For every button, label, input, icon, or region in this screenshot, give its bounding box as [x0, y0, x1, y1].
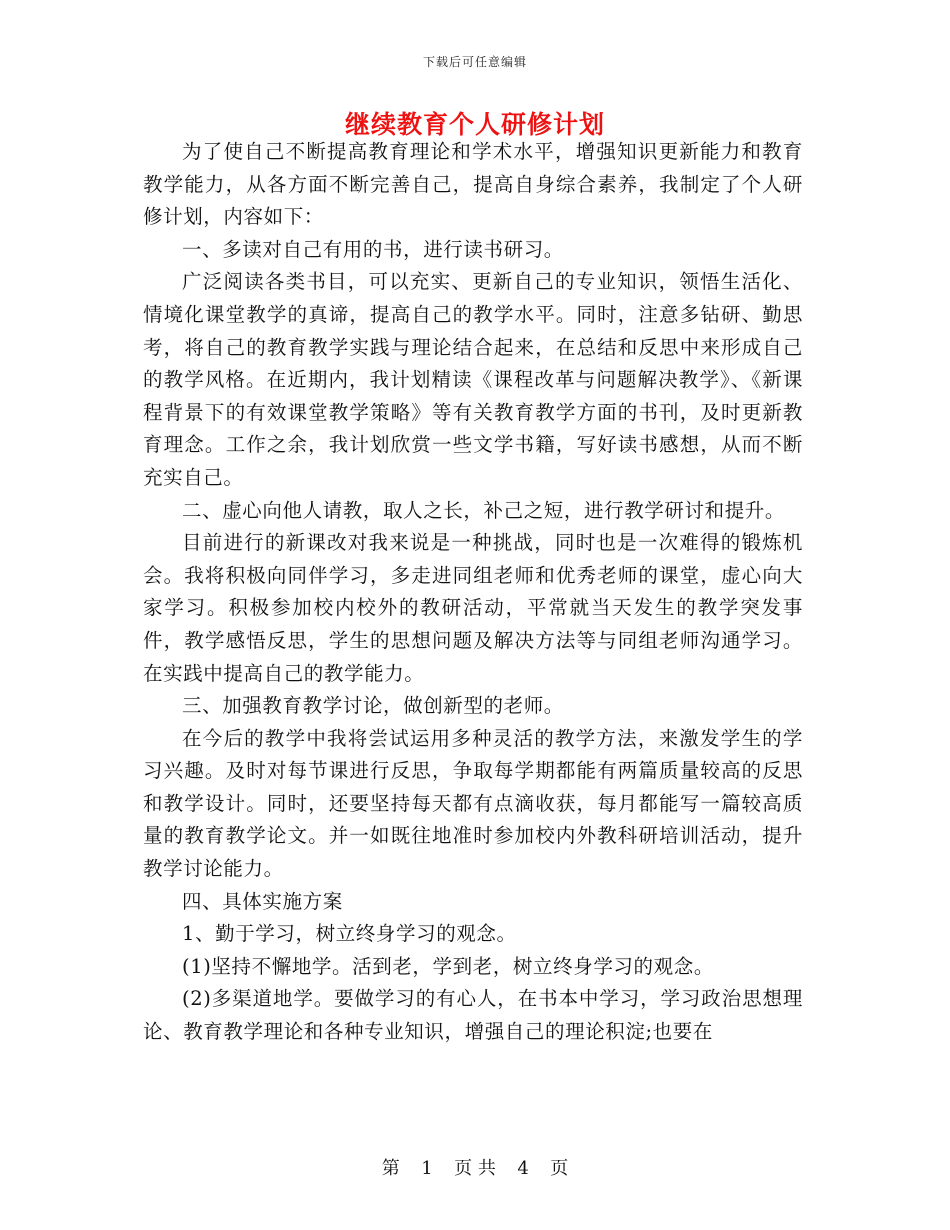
list-item-1-1: (1)坚持不懈地学。活到老，学到老，树立终身学习的观念。 [182, 954, 714, 978]
total-pages-number: 4 [517, 1158, 529, 1179]
page-label-prefix: 第 [381, 1158, 400, 1179]
document-title: 继续教育个人研修计划 [344, 110, 605, 139]
document-body [143, 136, 803, 1049]
paragraph-peer-learning: 目前进行的新课改对我来说是一种挑战，同时也是一次难得的锻炼机会。我将积极向同伴学习，多走进同组老师和优秀老师的课堂，虚心向大家学习。积极参加校内校外的教研活动，平常就当天发生的教学突发事件，教学感悟反思，学生的思想问题及解决方法等与同组老师沟通学习。在实践中提高自己的教学能力。 [143, 531, 803, 685]
section-heading-3: 三、加强教育教学讨论，做创新型的老师。 [182, 694, 564, 718]
page-label-suffix: 页 [550, 1158, 569, 1179]
paragraph-reading: 广泛阅读各类书目，可以充实、更新自己的专业知识，领悟生活化、情境化课堂教学的真谛，提高自己的教学水平。同时，注意多钻研、勤思考，将自己的教育教学实践与理论结合起来，在总结和反思中来形成自己的教学风格。在近期内，我计划精读《课程改革与问题解决教学》、《新课程背景下的有效课堂教学策略》等有关教育教学方面的书刊，及时更新教育理念。工作之余，我计划欣赏一些文学书籍，写好读书感想，从而不断充实自己。 [143, 270, 803, 489]
section-heading-4: 四、具体实施方案 [182, 889, 343, 913]
paragraph-intro: 为了使自己不断提高教育理论和学术水平，增强知识更新能力和教育教学能力，从各方面不断完善自己，提高自身综合素养，我制定了个人研修计划，内容如下： [143, 140, 803, 229]
page-number-footer [0, 1154, 950, 1180]
list-item-1-2: (2)多渠道地学。要做学习的有心人，在书本中学习，学习政治思想理论、教育教学理论和各种专业知识，增强自己的理论积淀;也要在 [143, 987, 803, 1044]
section-heading-1: 一、多读对自己有用的书，进行读书研习。 [182, 237, 564, 261]
header-note: 下载后可任意编辑 [422, 55, 527, 69]
current-page-number: 1 [421, 1158, 433, 1179]
page-label-mid: 页 共 [454, 1158, 496, 1179]
list-item-1: 1、勤于学习，树立终身学习的观念。 [182, 922, 517, 946]
paragraph-teaching-research: 在今后的教学中我将尝试运用多种灵活的教学方法，来激发学生的学习兴趣。及时对每节课进行反思，争取每学期都能有两篇质量较高的反思和教学设计。同时，还要坚持每天都有点滴收获，每月都能写一篇较高质量的教育教学论文。并一如既往地准时参加校内外教科研培训活动，提升教学讨论能力。 [143, 726, 803, 881]
section-heading-2: 二、虚心向他人请教，取人之长，补己之短，进行教学研讨和提升。 [182, 498, 786, 522]
